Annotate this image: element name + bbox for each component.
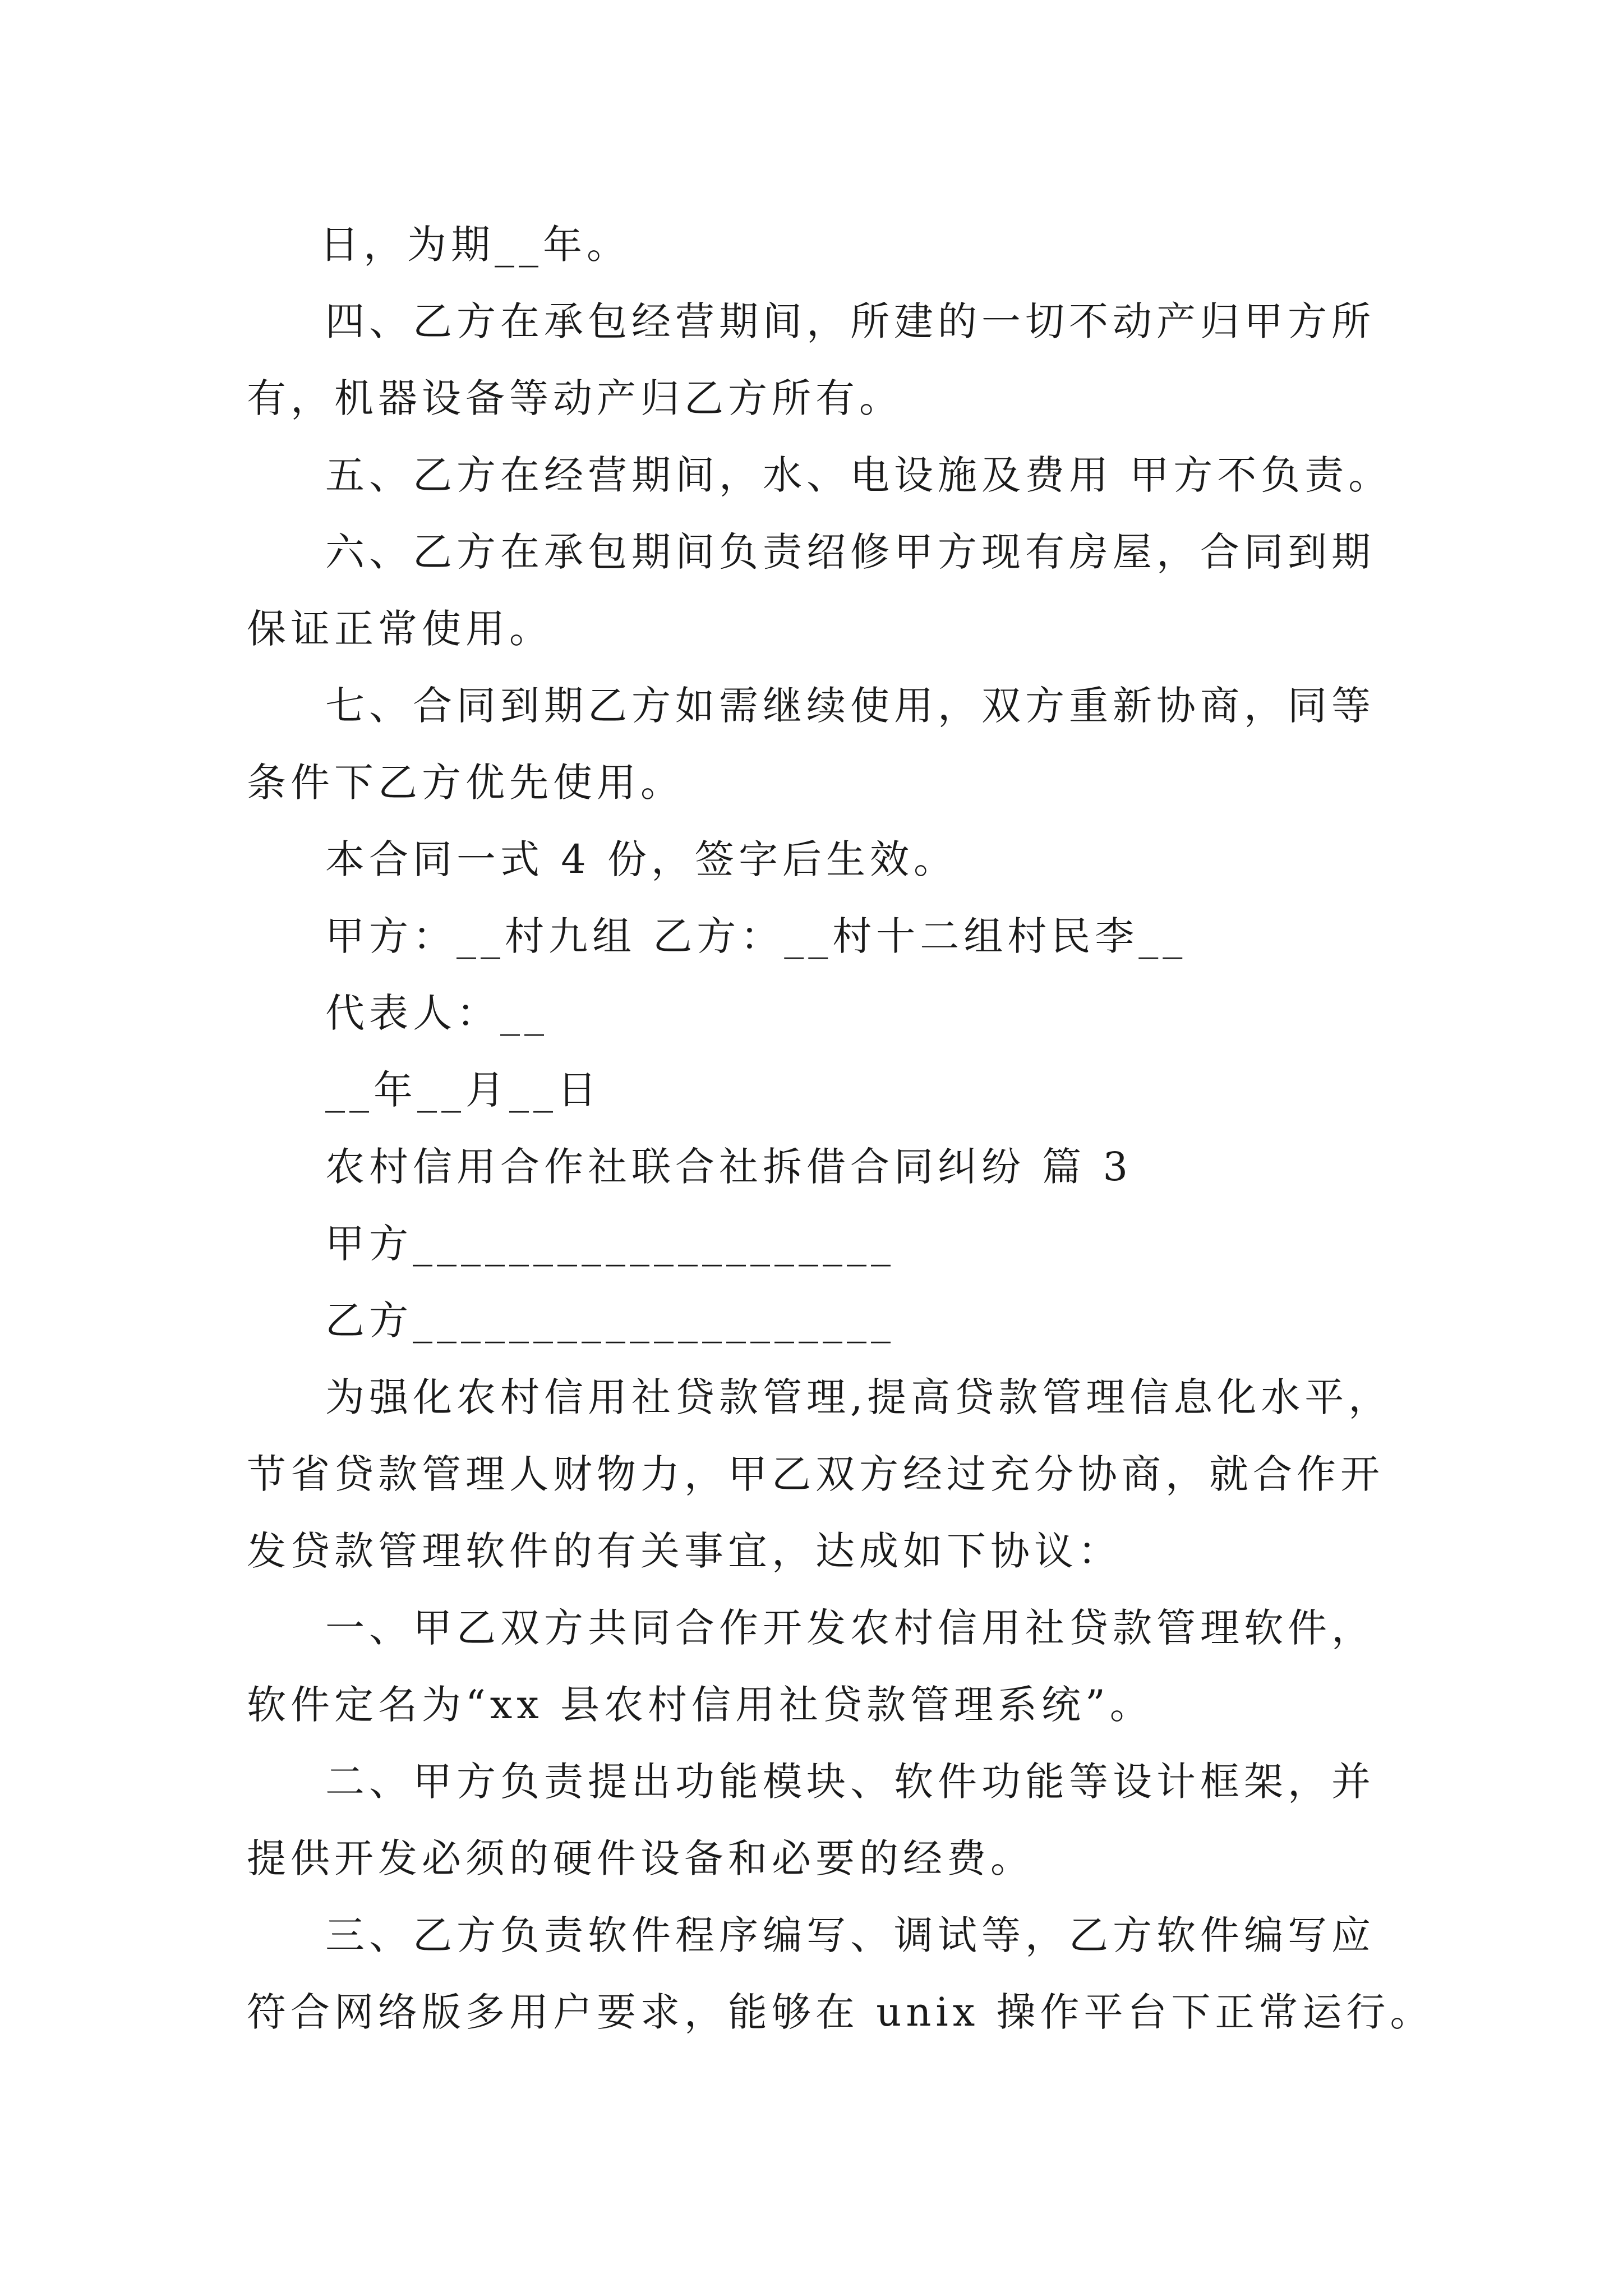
text-line: 日，为期__年。	[320, 222, 630, 268]
representative-line: 代表人：__	[325, 990, 548, 1036]
text-line: 节省贷款管理人财物力，甲乙双方经过充分协商，就合作开	[247, 1451, 1384, 1497]
text-line: 符合网络版多用户要求，能够在 unix 操作平台下正常运行。	[247, 1989, 1434, 2035]
text-line: 软件定名为“xx 县农村信用社贷款管理系统”。	[247, 1682, 1154, 1728]
text-line: 有，机器设备等动产归乙方所有。	[247, 375, 903, 421]
party-a-field: 甲方____________________	[325, 1221, 895, 1267]
text-line: 保证正常使用。	[247, 606, 553, 652]
section-heading: 农村信用合作社联合社拆借合同纠纷 篇 3	[325, 1144, 1133, 1190]
signature-parties-line: 甲方：__村九组 乙方：__村十二组村民李__	[325, 913, 1187, 959]
document-body	[247, 206, 1434, 2051]
text-line: 三、乙方负责软件程序编写、调试等，乙方软件编写应	[325, 1912, 1375, 1958]
text-line: 五、乙方在经营期间，水、电设施及费用 甲方不负责。	[325, 452, 1393, 498]
text-line: 六、乙方在承包期间负责绍修甲方现有房屋，合同到期	[325, 529, 1375, 575]
text-line: 一、甲乙双方共同合作开发农村信用社贷款管理软件，	[325, 1605, 1375, 1651]
text-line: 本合同一式 4 份，签字后生效。	[325, 836, 958, 882]
text-line: 七、合同到期乙方如需继续使用，双方重新协商，同等	[325, 683, 1375, 729]
text-line: 四、乙方在承包经营期间，所建的一切不动产归甲方所	[325, 298, 1375, 344]
date-line: __年__月__日	[325, 1067, 601, 1113]
text-line: 发贷款管理软件的有关事宜，达成如下协议：	[247, 1528, 1122, 1574]
party-b-field: 乙方____________________	[325, 1297, 895, 1343]
text-line: 提供开发必须的硬件设备和必要的经费。	[247, 1835, 1034, 1881]
text-line: 条件下乙方优先使用。	[247, 760, 684, 806]
text-line: 二、甲方负责提出功能模块、软件功能等设计框架，并	[325, 1759, 1375, 1805]
text-line: 为强化农村信用社贷款管理,提高贷款管理信息化水平，	[325, 1374, 1393, 1420]
